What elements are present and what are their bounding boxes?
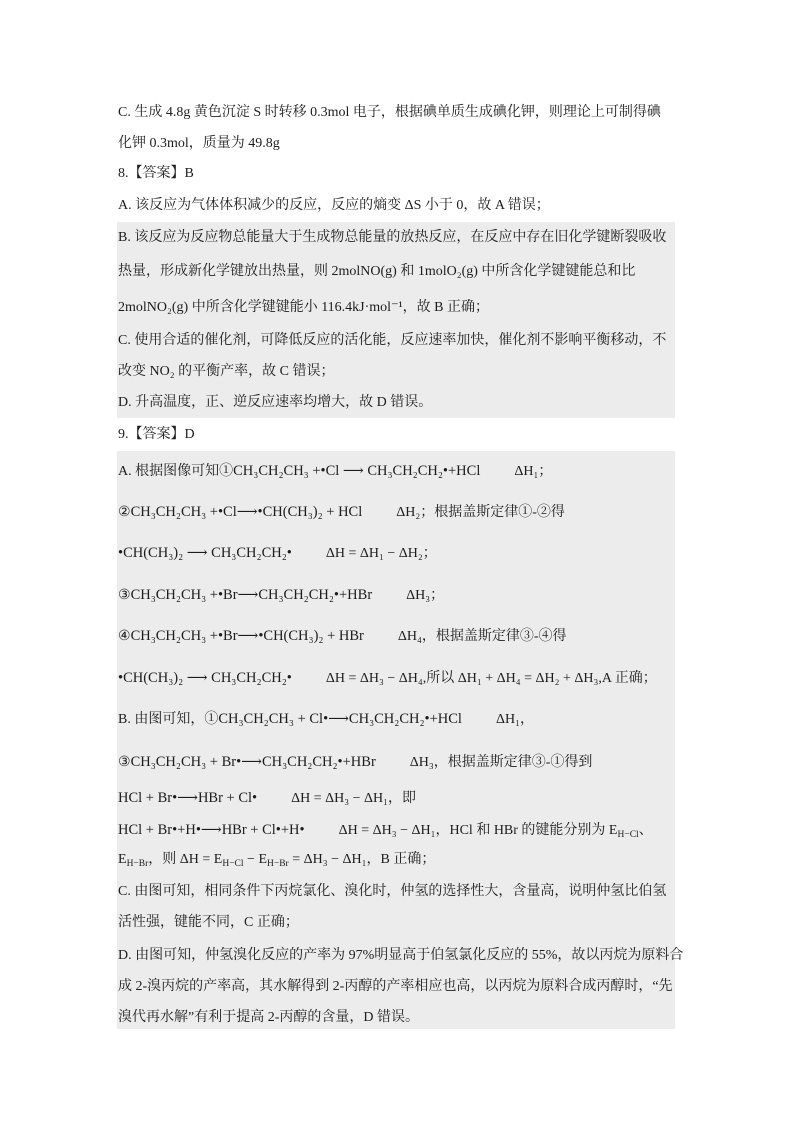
q9-option-b-line-4 [118, 820, 653, 840]
enthalpy-note: ΔH₁； [514, 464, 553, 479]
note-text: ΔH = ΔH₃ − ΔH₁，HCl 和 HBr 的键能分别为 E [338, 823, 618, 838]
enthalpy-note: ΔH = ΔH₁ − ΔH₂； [325, 546, 437, 561]
reaction-equation: HCl + Br•⟶HBr + Cl• [118, 790, 258, 806]
reaction-equation: •CH(CH₃)₂ ⟶ CH₃CH₂CH₂• [118, 545, 292, 561]
q7-option-c-line-1: C. 生成 4.8g 黄色沉淀 S 时转移 0.3mol 电子，根据碘单质生成碘化钾，则理论上可制得碘 [118, 105, 661, 120]
q9-answer-heading: 9.【答案】D [118, 427, 195, 442]
q8-option-c-line-1: C. 使用合适的催化剂，可降低反应的活化能，反应速率加快，催化剂不影响平衡移动，不 [118, 333, 667, 348]
q9-option-a-line-4 [118, 585, 444, 605]
bond-energy-subscript: H−Cl [617, 830, 639, 840]
note-text: ，则 ΔH = E [148, 852, 223, 867]
line-prefix: ③ [118, 588, 131, 603]
reaction-equation: HCl + Br•+H•⟶HBr + Cl•+H• [118, 822, 305, 838]
q9-option-a-line-1 [118, 461, 552, 481]
q9-option-a-line-5 [118, 626, 567, 646]
enthalpy-note: ΔH₃，根据盖斯定律③-①得到 [409, 755, 593, 770]
bond-energy-subscript: H−Br [267, 859, 289, 869]
q9-highlight-block [117, 451, 675, 1029]
enthalpy-note: ΔH = ΔH₃ − ΔH₄,所以 ΔH₁ + ΔH₄ = ΔH₂ + ΔH₃,A 正确； [325, 671, 657, 686]
enthalpy-note [339, 823, 653, 838]
line-prefix: ④ [118, 629, 131, 644]
enthalpy-note: ΔH = ΔH₃ − ΔH₁，即 [291, 791, 417, 806]
bond-energy-subscript: H−Br [126, 859, 149, 869]
q8-option-a: A. 该反应为气体体积减少的反应，反应的熵变 ΔS 小于 0，故 A 错误； [118, 198, 550, 213]
line-prefix: ③ [118, 755, 131, 770]
note-text: = ΔH₃ − ΔH₁，B 正确； [288, 852, 436, 867]
q9-option-a-line-3 [118, 543, 437, 563]
q9-option-b-line-3 [118, 788, 416, 808]
reaction-equation: CH₃CH₂CH₃ + Cl•⟶CH₃CH₂CH₂•+HCl [218, 711, 462, 727]
q9-option-b-line-5 [118, 850, 435, 870]
reaction-equation: CH₃CH₂CH₃ + Br•⟶CH₃CH₂CH₂•+HBr [130, 754, 376, 770]
q8-option-d: D. 升高温度，正、逆反应速率均增大，故 D 错误。 [118, 395, 433, 410]
q8-option-b-line-2: 热量，形成新化学键放出热量，则 2molNO(g) 和 1molO₂(g) 中所含化学键键能总和比 [118, 264, 636, 279]
reaction-equation: CH₃CH₂CH₃ +•Cl ⟶ CH₃CH₂CH₂•+HCl [233, 463, 481, 479]
q9-option-a-line-2 [118, 502, 565, 522]
q8-option-b-line-3: 2molNO₂(g) 中所含化学键键能小 116.4kJ·mol⁻¹，故 B 正确； [118, 300, 489, 315]
q9-option-c-line-1: C. 由图可知，相同条件下丙烷氯化、溴化时，仲氢的选择性大，含量高，说明仲氢比伯氢 [118, 884, 667, 899]
q8-option-c-line-2: 改变 NO₂ 的平衡产率，故 C 错误； [118, 364, 335, 379]
q9-option-b-line-2 [118, 752, 592, 772]
q9-option-d-line-2: 成 2-溴丙烷的产率高，其水解得到 2-丙醇的产率相应也高，以丙烷为原料合成丙醇时，“先 [118, 979, 673, 994]
line-prefix: ② [118, 505, 131, 520]
q8-answer-heading: 8.【答案】B [118, 166, 194, 181]
enthalpy-note: ΔH₁， [495, 712, 534, 727]
q9-option-c-line-2: 活性强，键能不同，C 正确； [118, 915, 299, 930]
note-tail: 、 [638, 823, 653, 838]
q8-option-b-line-1: B. 该反应为反应物总能量大于生成物总能量的放热反应，在反应中存在旧化学键断裂吸收 [118, 230, 667, 245]
reaction-equation: CH₃CH₂CH₃ +•Br⟶•CH(CH₃)₂ + HBr [130, 628, 364, 644]
enthalpy-note: ΔH₂；根据盖斯定律①-②得 [396, 505, 565, 520]
q9-option-a-line-6 [118, 668, 657, 688]
q9-option-b-line-1 [118, 709, 534, 729]
line-prefix: B. 由图可知，① [118, 712, 219, 727]
q7-option-c-line-2: 化钾 0.3mol，质量为 49.8g [118, 136, 280, 151]
enthalpy-note: ΔH₄，根据盖斯定律③-④得 [397, 629, 567, 644]
reaction-equation: CH₃CH₂CH₃ +•Cl⟶•CH(CH₃)₂ + HCl [130, 504, 363, 520]
q9-option-d-line-1: D. 由图可知，仲氢溴化反应的产率为 97%明显高于伯氢氯化反应的 55%，故以丙烷为原料合 [118, 948, 684, 963]
reaction-equation: •CH(CH₃)₂ ⟶ CH₃CH₂CH₂• [118, 670, 292, 686]
q8-highlight-block [117, 222, 675, 418]
line-prefix: A. 根据图像可知① [118, 464, 234, 479]
note-text: E [118, 852, 127, 867]
q9-option-d-line-3: 溴代再水解”有利于提高 2-丙醇的含量，D 错误。 [118, 1010, 419, 1025]
bond-energy-subscript: H−Cl [222, 859, 244, 869]
reaction-equation: CH₃CH₂CH₃ +•Br⟶CH₃CH₂CH₂•+HBr [130, 587, 373, 603]
note-text: − E [243, 852, 267, 867]
enthalpy-note: ΔH₃； [406, 588, 445, 603]
